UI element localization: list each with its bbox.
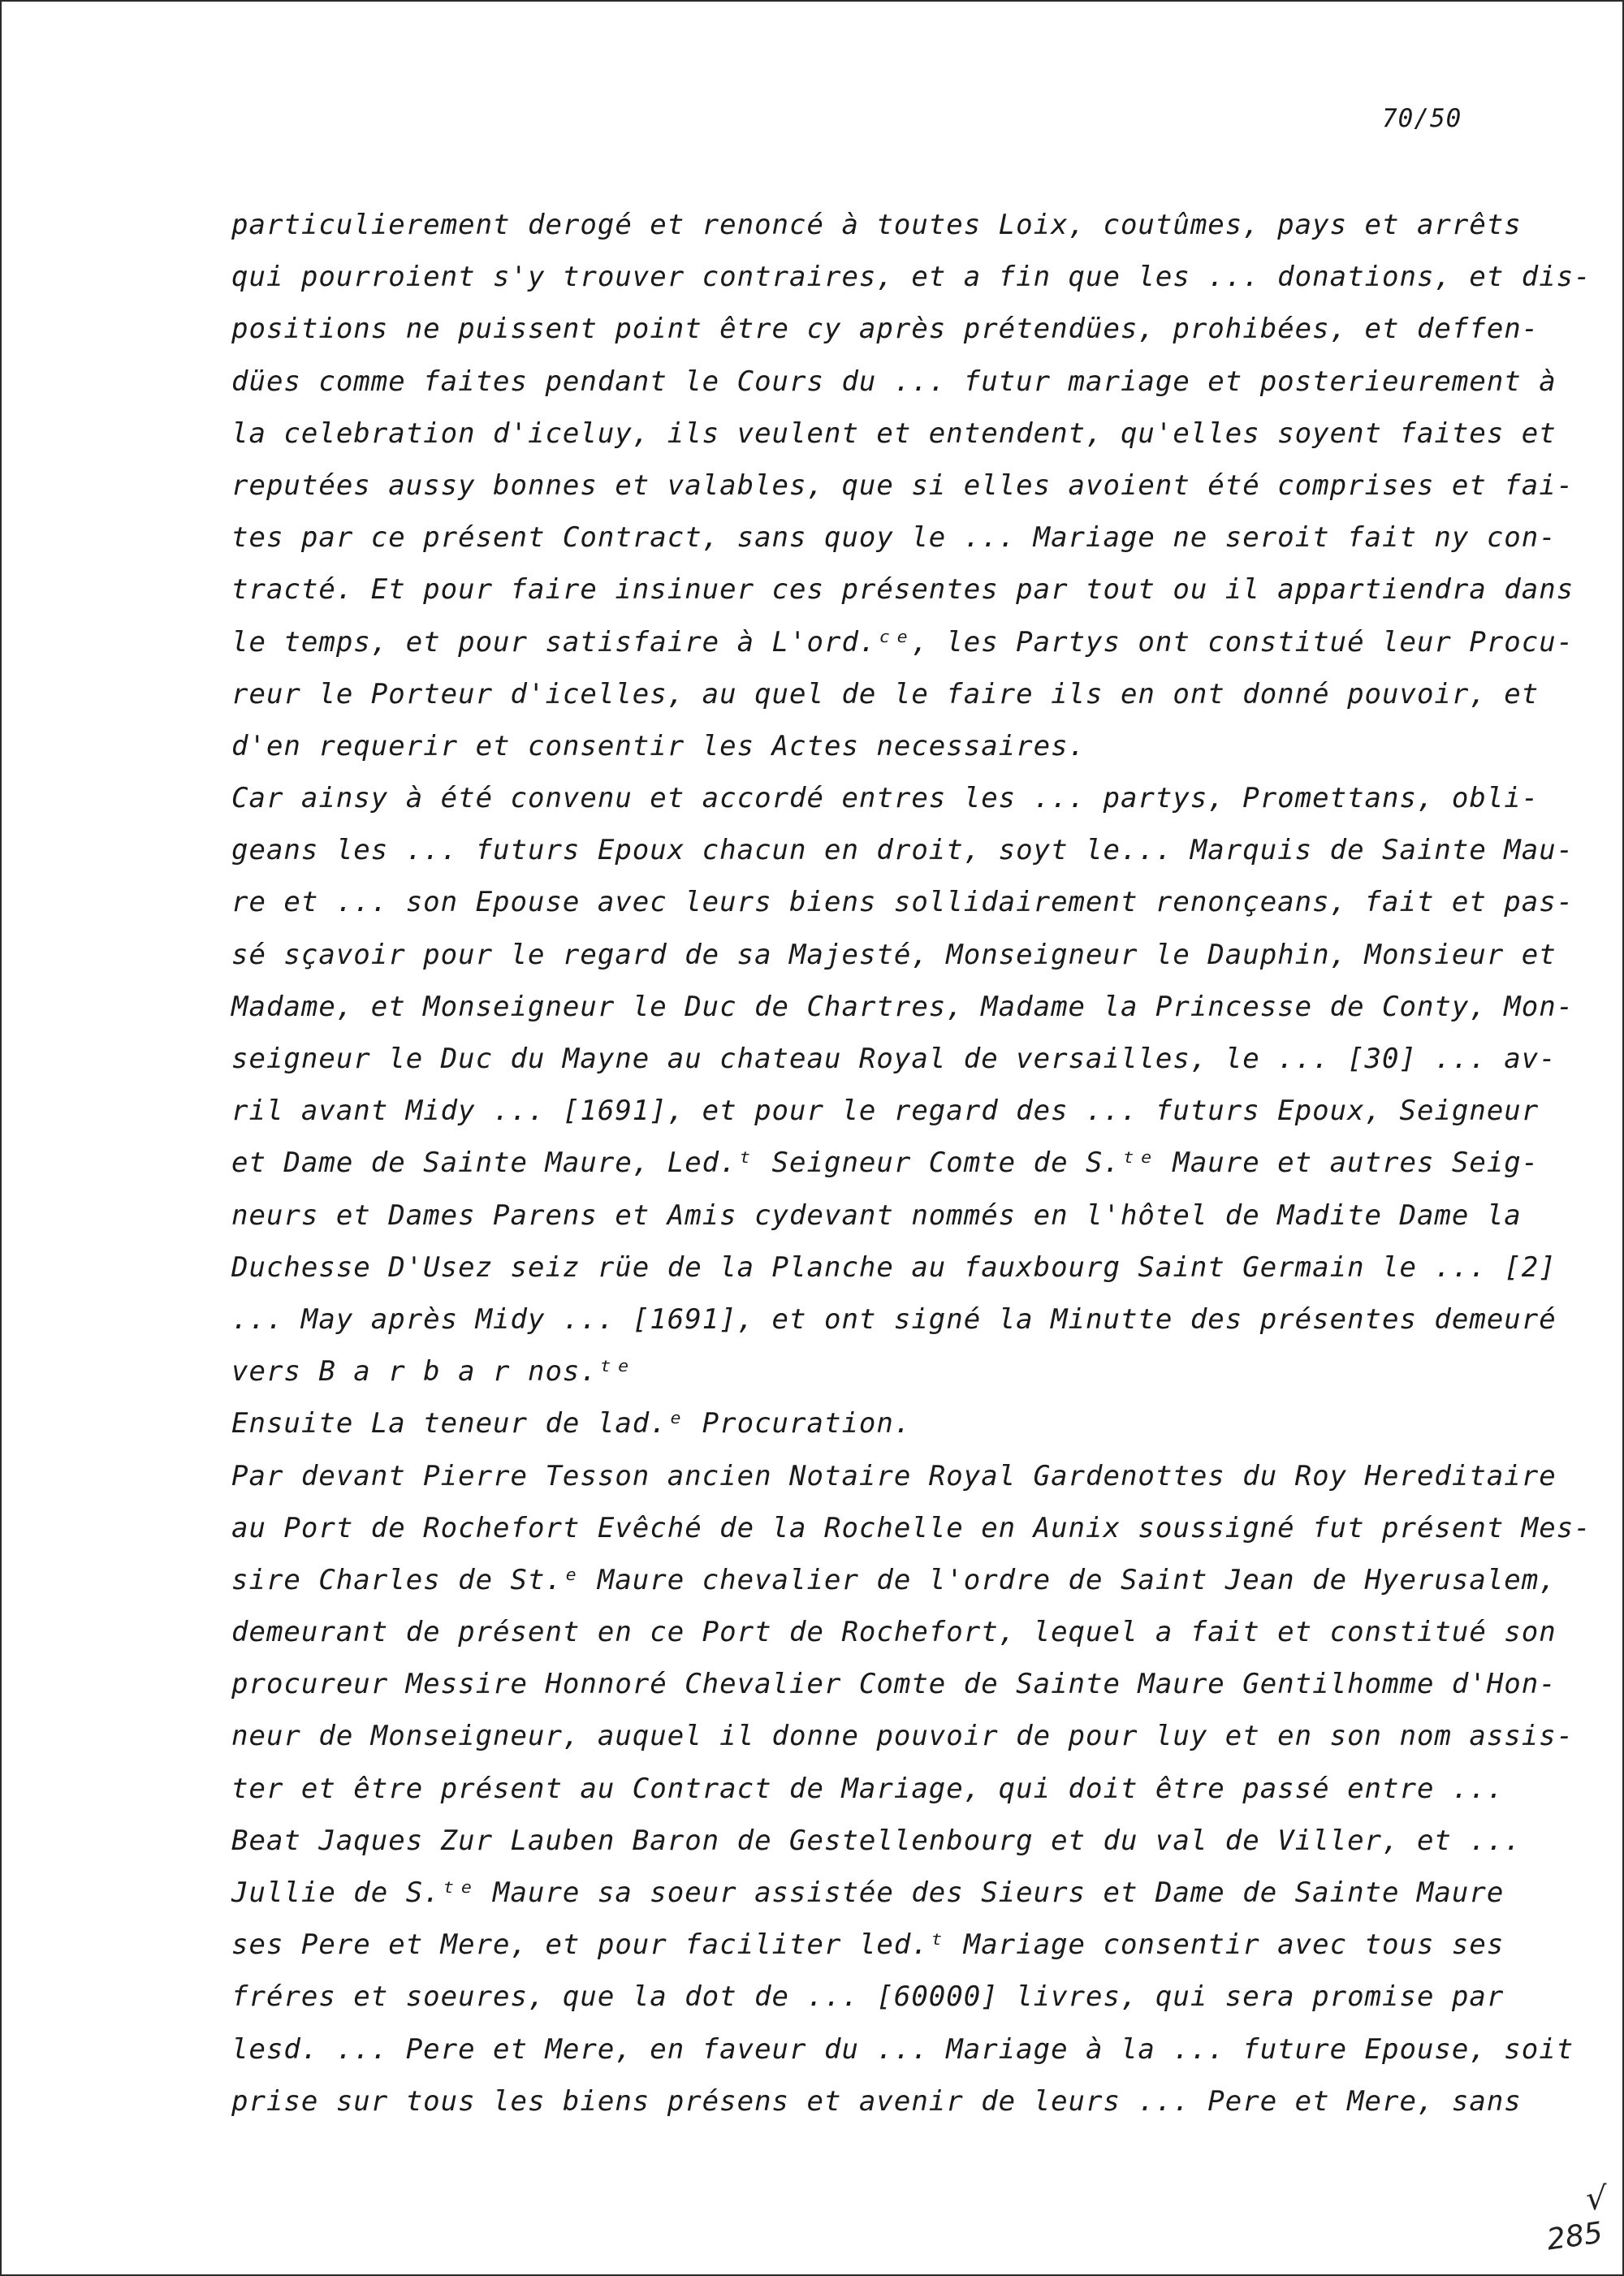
text-line: Jullie de S.ᵗᵉ Maure sa soeur assistée des Sieurs et Dame de Sainte Maure <box>231 1877 1505 1909</box>
text-line: neurs et Dames Parens et Amis cydevant nommés en l'hôtel de Madite Dame la <box>231 1198 1522 1232</box>
text-line: Par devant Pierre Tesson ancien Notaire Royal Gardenottes du Roy Hereditaire <box>231 1459 1557 1492</box>
text-line: particulierement derogé et renoncé à toutes Loix, coutûmes, pays et arrêts <box>231 209 1522 241</box>
handwritten-check-mark: √ <box>1586 2180 1607 2218</box>
text-line: vers B a r b a r nos.ᵗᵉ <box>231 1355 633 1388</box>
text-line: geans les ... futurs Epoux chacun en droit, soyt le... Marquis de Sainte Mau- <box>231 834 1574 867</box>
text-line: fréres et soeures, que la dot de ... [60000] livres, qui sera promise par <box>231 1980 1505 2014</box>
text-line: d'en requerir et consentir les Actes necessaires. <box>231 729 1086 762</box>
text-line: seigneur le Duc du Mayne au chateau Royal de versailles, le ... [30] ... av- <box>231 1043 1557 1075</box>
text-line: positions ne puissent point être cy après prétendües, prohibées, et deffen- <box>231 313 1540 346</box>
text-line: reputées aussy bonnes et valables, que si elles avoient été comprises et fai- <box>231 469 1574 502</box>
text-line: Car ainsy à été convenu et accordé entres les ... partys, Promettans, obli- <box>231 782 1540 815</box>
text-line: sé sçavoir pour le regard de sa Majesté, Monseigneur le Dauphin, Monsieur et <box>231 938 1557 971</box>
text-line: procureur Messire Honnoré Chevalier Comte de Sainte Maure Gentilhomme d'Hon- <box>231 1668 1557 1701</box>
text-line: ter et être présent au Contract de Mariage, qui doit être passé entre ... <box>231 1772 1505 1805</box>
handwritten-folio-number: 285 <box>1544 2216 1605 2257</box>
text-line: re et ... son Epouse avec leurs biens sollidairement renonçeans, fait et pas- <box>231 886 1574 919</box>
text-line: Beat Jaques Zur Lauben Baron de Gestellenbourg et du val de Viller, et ... <box>231 1824 1522 1857</box>
text-line: sire Charles de St.ᵉ Maure chevalier de l'ordre de Saint Jean de Hyerusalem, <box>231 1563 1557 1596</box>
text-line: dües comme faites pendant le Cours du ... futur mariage et posterieurement à <box>231 365 1557 398</box>
text-line: la celebration d'iceluy, ils veulent et entendent, qu'elles soyent faites et <box>231 417 1557 450</box>
page-number: 70/50 <box>1382 104 1462 133</box>
text-line: tracté. Et pour faire insinuer ces présentes par tout ou il appartiendra dans <box>231 573 1574 607</box>
text-line: qui pourroient s'y trouver contraires, et a fin que les ... donations, et dis- <box>231 261 1592 294</box>
text-line: neur de Monseigneur, auquel il donne pouvoir de pour luy et en son nom assis- <box>231 1720 1574 1753</box>
text-line: reur le Porteur d'icelles, au quel de le faire ils en ont donné pouvoir, et <box>231 677 1540 710</box>
text-line: le temps, et pour satisfaire à L'ord.ᶜᵉ, les Partys ont constitué leur Procu- <box>231 625 1574 659</box>
text-line: prise sur tous les biens présens et avenir de leurs ... Pere et Mere, sans <box>231 2084 1522 2118</box>
text-line: lesd. ... Pere et Mere, en faveur du ... Mariage à la ... future Epouse, soit <box>231 2032 1574 2066</box>
text-line: ... May après Midy ... [1691], et ont signé la Minutte des présentes demeuré <box>231 1302 1557 1336</box>
text-line: et Dame de Sainte Maure, Led.ᵗ Seigneur Comte de S.ᵗᵉ Maure et autres Seig- <box>231 1147 1540 1180</box>
text-line: ses Pere et Mere, et pour faciliter led.ᵗ Mariage consentir avec tous ses <box>231 1928 1505 1962</box>
document-body <box>231 199 1592 2127</box>
text-line: au Port de Rochefort Evêché de la Rochelle en Aunix soussigné fut présent Mes- <box>231 1511 1592 1544</box>
text-line: tes par ce présent Contract, sans quoy le ... Mariage ne seroit fait ny con- <box>231 521 1557 555</box>
text-line: ril avant Midy ... [1691], et pour le regard des ... futurs Epoux, Seigneur <box>231 1095 1540 1128</box>
text-line: Duchesse D'Usez seiz rüe de la Planche au fauxbourg Saint Germain le ... [2] <box>231 1250 1557 1284</box>
text-line: Madame, et Monseigneur le Duc de Chartres, Madame la Princesse de Conty, Mon- <box>231 990 1574 1023</box>
text-line: demeurant de présent en ce Port de Rochefort, lequel a fait et constitué son <box>231 1616 1557 1649</box>
text-line: Ensuite La teneur de lad.ᵉ Procuration. <box>231 1407 912 1440</box>
